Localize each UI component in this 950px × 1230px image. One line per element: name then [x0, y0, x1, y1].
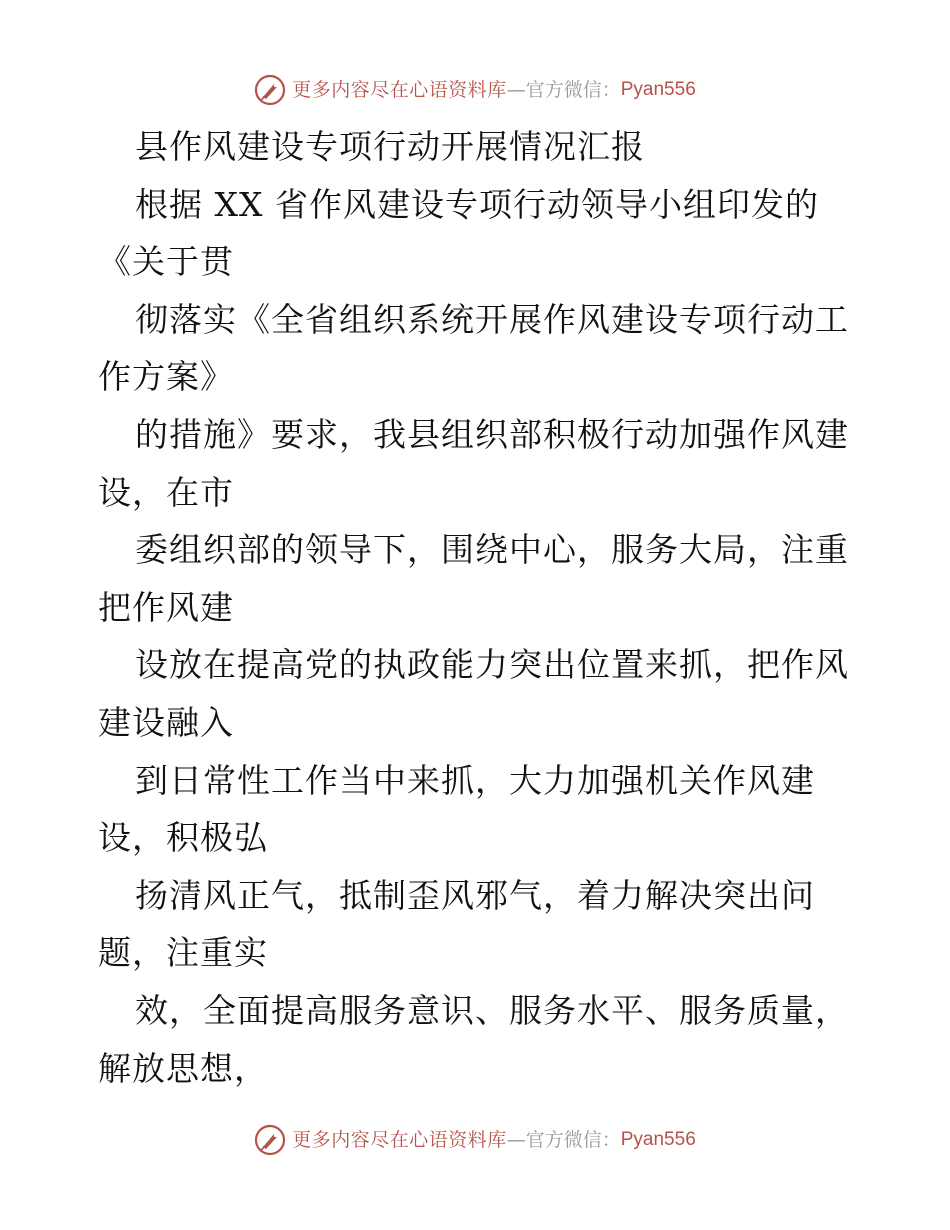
paragraph-line: 把作风建	[98, 587, 234, 627]
banner-dash: —	[506, 1129, 526, 1151]
pen-nib-logo-icon	[254, 74, 286, 106]
banner-site-text: 更多内容尽在心语资料库	[292, 1129, 507, 1151]
banner-wechat-label: 官方微信：	[525, 79, 621, 101]
paragraph-line: 解放思想，	[98, 1048, 268, 1088]
paragraph-line: 设，在市	[98, 472, 234, 512]
paragraph-line: 作方案》	[98, 357, 234, 397]
paragraph-line: 扬清风正气，抵制歪风邪气，着力解决突出问	[135, 875, 815, 915]
paragraph-line: 效，全面提高服务意识、服务水平、服务质量，	[135, 990, 849, 1030]
banner-wechat-id: Pyan556	[620, 79, 696, 100]
pen-nib-logo-icon	[254, 1124, 286, 1156]
footer-banner	[0, 1122, 950, 1158]
paragraph-line: 彻落实《全省组织系统开展作风建设专项行动工	[135, 299, 849, 339]
paragraph-line: 建设融入	[98, 702, 234, 742]
document-title: 县作风建设专项行动开展情况汇报	[135, 127, 645, 166]
paragraph-line: 设，积极弘	[98, 818, 268, 858]
paragraph-line: 《关于贯	[98, 242, 234, 282]
banner-site-text: 更多内容尽在心语资料库	[292, 79, 507, 101]
paragraph-line: 设放在提高党的执政能力突出位置来抓，把作风	[135, 645, 849, 685]
document-body	[98, 118, 858, 1097]
header-banner	[0, 72, 950, 108]
paragraph-line: 委组织部的领导下，围绕中心，服务大局，注重	[135, 530, 849, 570]
paragraph-line: 题，注重实	[98, 933, 268, 973]
paragraph-line: 的措施》要求，我县组织部积极行动加强作风建	[135, 414, 849, 454]
banner-wechat-label: 官方微信：	[525, 1129, 621, 1151]
banner-wechat-id: Pyan556	[620, 1129, 696, 1150]
paragraph-line: 根据 XX 省作风建设专项行动领导小组印发的	[135, 184, 819, 224]
paragraph-line: 到日常性工作当中来抓，大力加强机关作风建	[135, 760, 815, 800]
banner-dash: —	[506, 79, 526, 101]
